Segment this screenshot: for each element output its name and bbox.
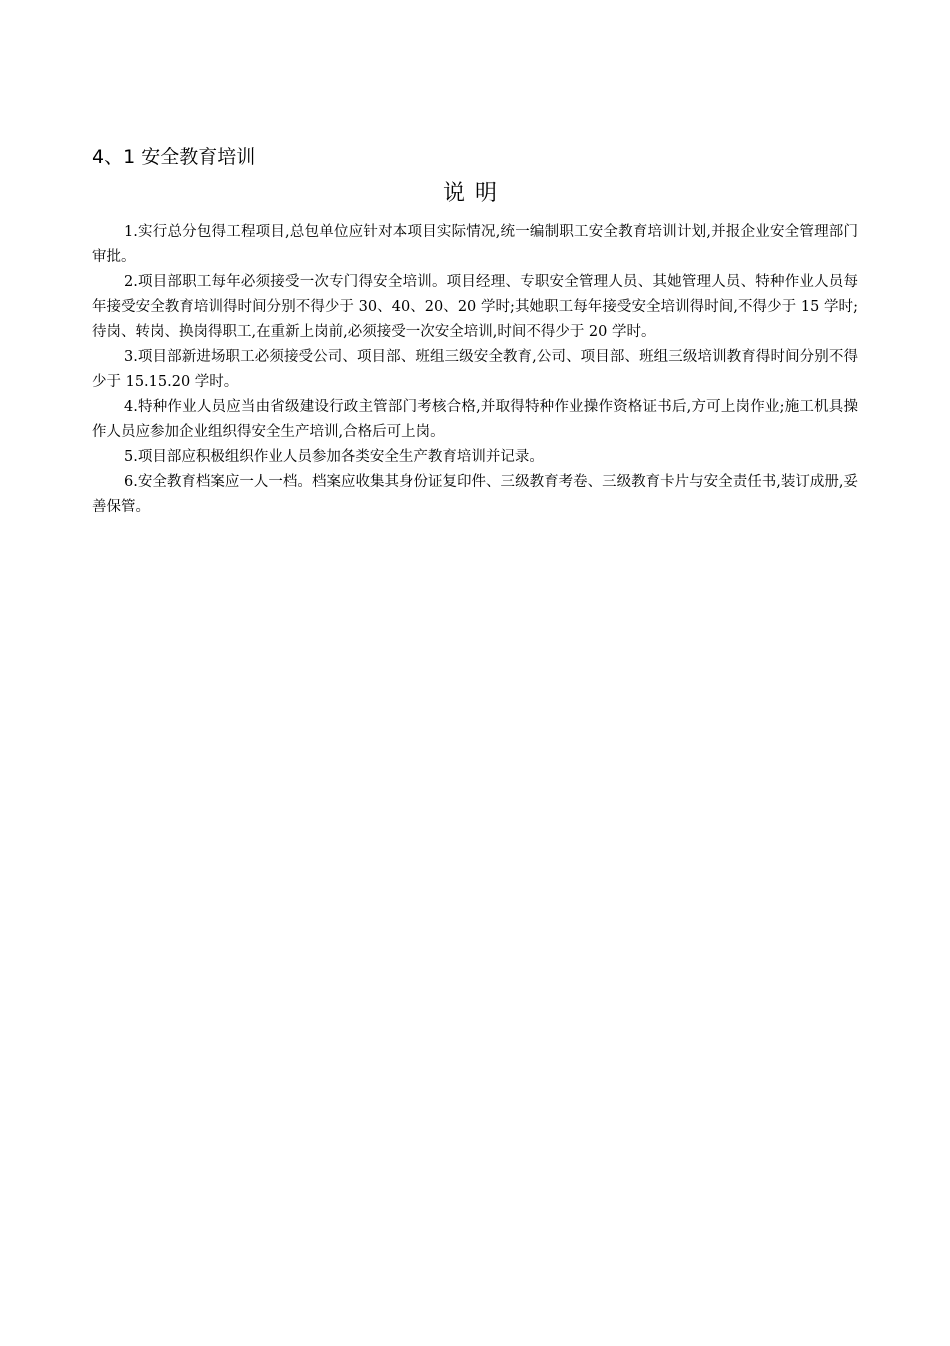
paragraph-5: 5.项目部应积极组织作业人员参加各类安全生产教育培训并记录。 (124, 449, 544, 465)
paragraph-4: 4.特种作业人员应当由省级建设行政主管部门考核合格,并取得特种作业操作资格证书后,方可上岗作业;施工机具操作人员应参加企业组织得安全生产培训,合格后可上岗。 (92, 399, 858, 440)
paragraph-1: 1.实行总分包得工程项目,总包单位应针对本项目实际情况,统一编制职工安全教育培训计划,并报企业安全管理部门审批。 (92, 224, 858, 265)
document-body (92, 220, 858, 520)
paragraph-3: 3.项目部新进场职工必须接受公司、项目部、班组三级安全教育,公司、项目部、班组三级培训教育得时间分别不得少于 15.15.20 学时。 (92, 349, 858, 390)
section-heading: 4、1 安全教育培训 (92, 146, 256, 168)
paragraph-2: 2.项目部职工每年必须接受一次专门得安全培训。项目经理、专职安全管理人员、其她管理人员、特种作业人员每年接受安全教育培训得时间分别不得少于 30、40、20、20 学时;其她职工每年接受安全培训得时间,不得少于 15 学时;待岗、转岗、换岗得职工,在重新上岗前,必须接受一次安全培训,时间不得少于 20 学时。 (92, 274, 858, 340)
document-title: 说明 (442, 181, 507, 206)
paragraph-6: 6.安全教育档案应一人一档。档案应收集其身份证复印件、三级教育考卷、三级教育卡片与安全责任书,装订成册,妥善保管。 (92, 474, 858, 515)
